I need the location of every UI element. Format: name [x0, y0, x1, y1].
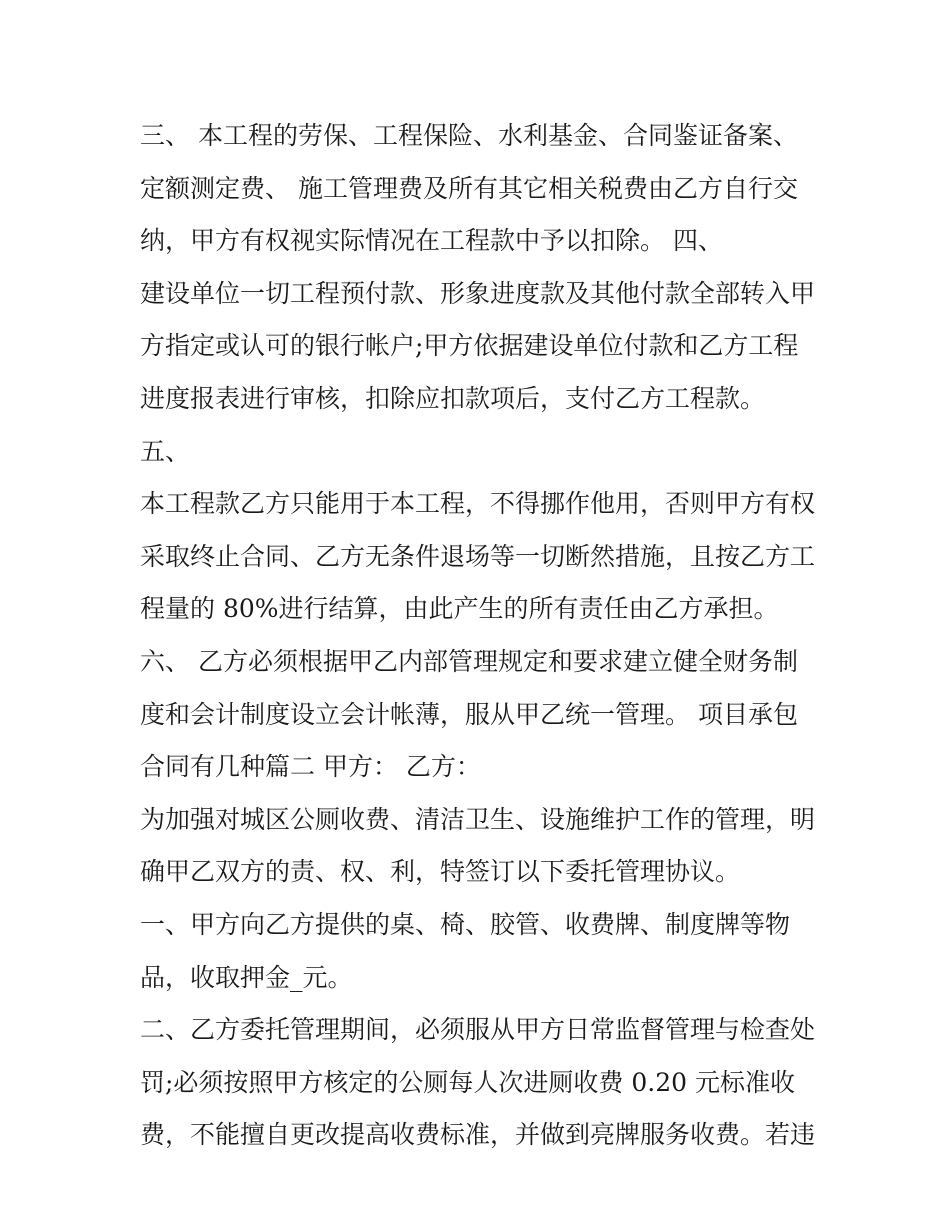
- text-line: 度和会计制度设立会计帐薄，服从甲乙统一管理。 项目承包: [140, 699, 798, 729]
- text-line: 确甲乙双方的责、权、利，特签订以下委托管理协议。: [140, 857, 741, 887]
- text-line: 罚;必须按照甲方核定的公厕每人次进厕收费 0.20 元标准收: [140, 1067, 795, 1097]
- document-body: [140, 110, 820, 1162]
- text-line: 一、甲方向乙方提供的桌、椅、胶管、收费牌、制度牌等物: [140, 909, 791, 939]
- text-line: 三、 本工程的劳保、工程保险、水利基金、合同鉴证备案、: [140, 121, 798, 150]
- text-line: 为加强对城区公厕收费、清洁卫生、设施维护工作的管理，明: [140, 804, 816, 834]
- text-line: 建设单位一切工程预付款、形象进度款及其他付款全部转入甲: [140, 278, 816, 308]
- text-line: 定额测定费、 施工管理费及所有其它相关税费由乙方自行交: [140, 173, 798, 203]
- text-line: 本工程款乙方只能用于本工程，不得挪作他用，否则甲方有权: [140, 489, 816, 519]
- text-line: 方指定或认可的银行帐户;甲方依据建设单位付款和乙方工程: [140, 331, 799, 361]
- text-line: 品，收取押金_元。: [140, 962, 353, 992]
- text-line: 采取终止合同、乙方无条件退场等一切断然措施，且按乙方工: [140, 541, 816, 571]
- text-line: 费，不能擅自更改提高收费标准，并做到亮牌服务收费。若违: [140, 1120, 816, 1150]
- text-line: 进度报表进行审核，扣除应扣款项后，支付乙方工程款。: [140, 383, 766, 413]
- text-line: 五、: [140, 436, 191, 466]
- text-line: 程量的 80%进行结算，由此产生的所有责任由乙方承担。: [140, 594, 779, 624]
- text-line: 合同有几种篇二 甲方： 乙方：: [140, 752, 481, 782]
- text-line: 六、 乙方必须根据甲乙内部管理规定和要求建立健全财务制: [140, 646, 798, 676]
- text-line: 纳，甲方有权视实际情况在工程款中予以扣除。 四、: [140, 226, 723, 256]
- text-line: 二、乙方委托管理期间，必须服从甲方日常监督管理与检查处: [140, 1015, 816, 1045]
